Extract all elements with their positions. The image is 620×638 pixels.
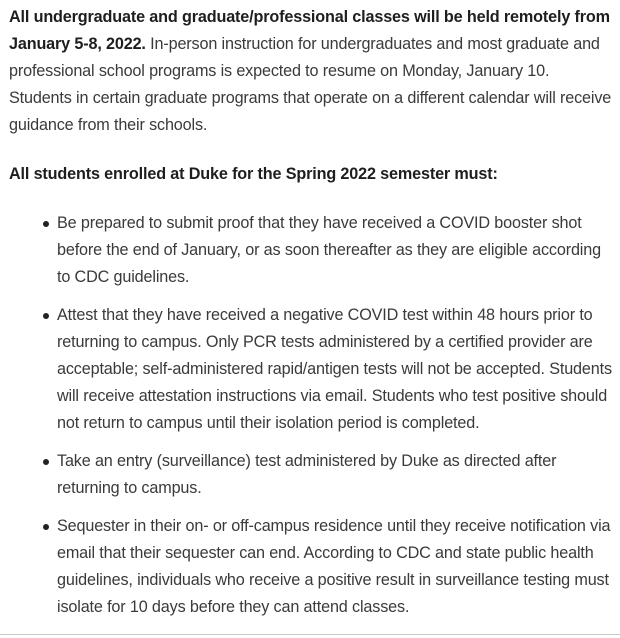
bullet-icon <box>43 524 49 530</box>
requirements-list <box>9 210 615 621</box>
intro-bold-text: All undergraduate and graduate/professional classes will be held remotely from January 5-8, 2022. <box>9 8 610 53</box>
announcement-content <box>9 4 615 632</box>
bullet-icon <box>43 313 49 319</box>
intro-body-text: In-person instruction for undergraduates and most graduate and professional school programs is expected to resume on Monday, January 10. Students in certain graduate programs that operate on a different calendar will receive guidance from their schools. <box>9 35 612 134</box>
list-item-text: Take an entry (surveillance) test administered by Duke as directed after returning to campus. <box>57 452 557 497</box>
list-item-text: Sequester in their on- or off-campus residence until they receive notification via email that their sequester can end. According to CDC and state public health guidelines, individuals who receive a positive result in surveillance testing must isolate for 10 days before they can attend classes. <box>57 517 611 616</box>
list-item <box>57 210 615 291</box>
bullet-icon <box>43 459 49 465</box>
list-item-text: Be prepared to submit proof that they have received a COVID booster shot before the end of January, or as soon thereafter as they are eligible according to CDC guidelines. <box>57 214 601 286</box>
list-item <box>57 448 615 502</box>
intro-paragraph <box>9 4 615 139</box>
list-item <box>57 513 615 621</box>
requirements-heading: All students enrolled at Duke for the Spring 2022 semester must: <box>9 165 498 183</box>
list-item-text: Attest that they have received a negative COVID test within 48 hours prior to returning to campus. Only PCR tests administered by a certified provider are acceptable; self-administered rapid/antigen tests will not be accepted. Students will receive attestation instructions via email. Students who test positive should not return to campus until their isolation period is completed. <box>57 306 612 432</box>
list-item <box>57 302 615 437</box>
bullet-icon <box>43 221 49 227</box>
bottom-divider <box>0 634 620 635</box>
